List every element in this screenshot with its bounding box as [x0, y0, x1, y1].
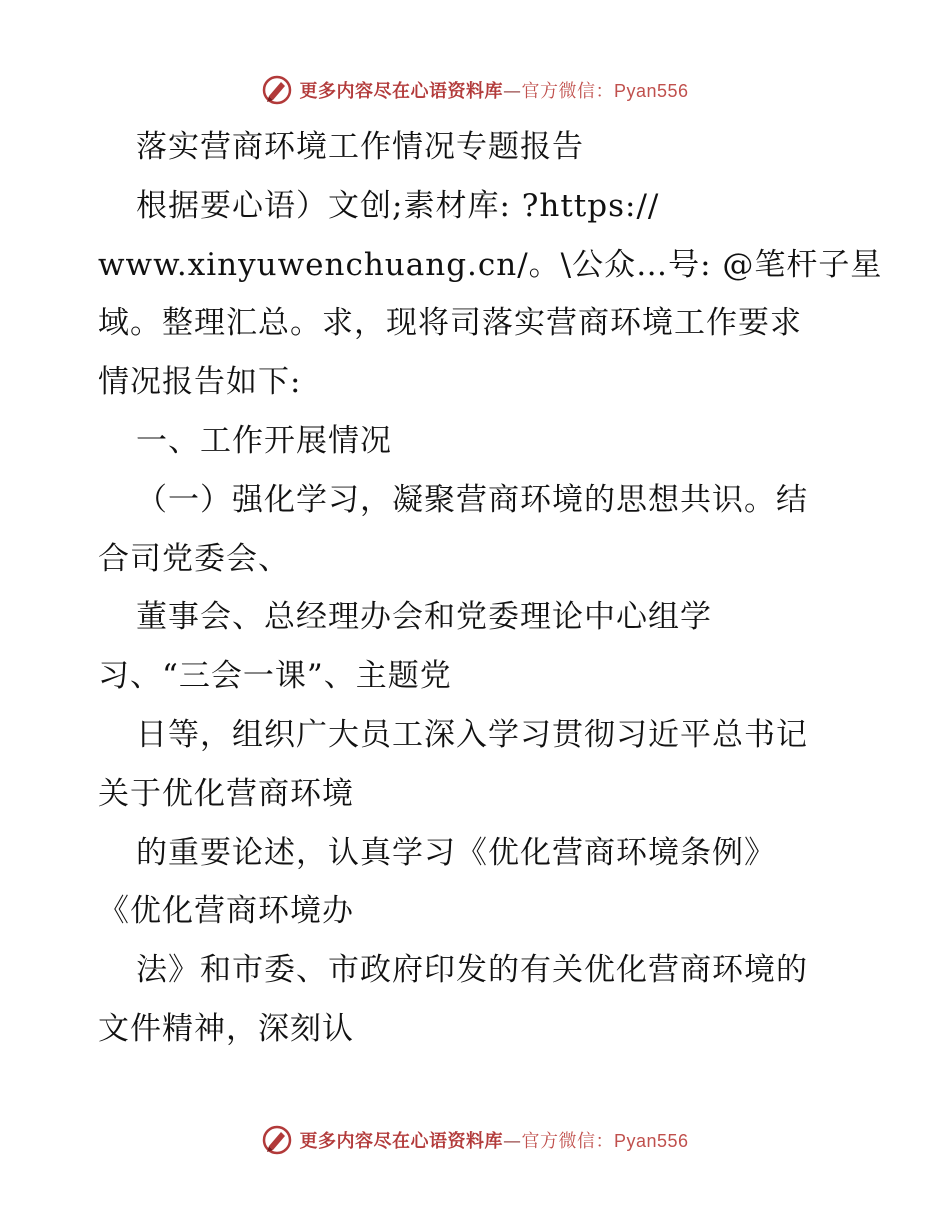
header-wechat-label: 官方微信：: [521, 81, 614, 101]
section-heading: 一、工作开展情况: [136, 422, 392, 459]
header-banner: [0, 70, 950, 110]
footer-separator: —: [502, 1131, 522, 1152]
footer-wechat-id: Pyan556: [613, 1131, 689, 1151]
header-wechat-id: Pyan556: [613, 81, 689, 101]
body-line: 情况报告如下:: [98, 364, 302, 401]
header-site-text: 更多内容尽在心语资料库: [299, 81, 503, 102]
body-line: 文件精神，深刻认: [98, 1010, 354, 1047]
body-line: 日等，组织广大员工深入学习贯彻习近平总书记: [136, 716, 808, 753]
body-line: 习、“三会一课”、主题党: [98, 658, 452, 695]
footer-banner: [0, 1120, 950, 1160]
body-line: 法》和市委、市政府印发的有关优化营商环境的: [136, 952, 808, 989]
footer-site-text: 更多内容尽在心语资料库: [299, 1131, 503, 1152]
document-title: 落实营商环境工作情况专题报告: [136, 129, 584, 165]
body-line: 的重要论述，认真学习《优化营商环境条例》: [136, 834, 776, 871]
body-line: 域。整理汇总。求，现将司落实营商环境工作要求: [98, 305, 802, 342]
document-body: [98, 118, 883, 1059]
footer-wechat-label: 官方微信：: [521, 1131, 614, 1151]
pen-logo-icon: [261, 74, 293, 106]
body-line: 关于优化营商环境: [98, 775, 354, 812]
header-banner-text: [299, 77, 688, 103]
pen-logo-icon: [261, 1124, 293, 1156]
header-separator: —: [502, 81, 522, 102]
body-line: www.xinyuwenchuang.cn/。\公众…号: @笔杆子星: [98, 246, 883, 283]
body-line: 《优化营商环境办: [98, 893, 354, 930]
body-line: （一）强化学习，凝聚营商环境的思想共识。结: [136, 481, 808, 518]
footer-banner-text: [299, 1127, 688, 1153]
body-line: 根据要心语）文创;素材库: ?https://: [136, 187, 660, 224]
body-line: 合司党委会、: [98, 540, 290, 577]
body-line: 董事会、总经理办会和党委理论中心组学: [136, 599, 712, 636]
